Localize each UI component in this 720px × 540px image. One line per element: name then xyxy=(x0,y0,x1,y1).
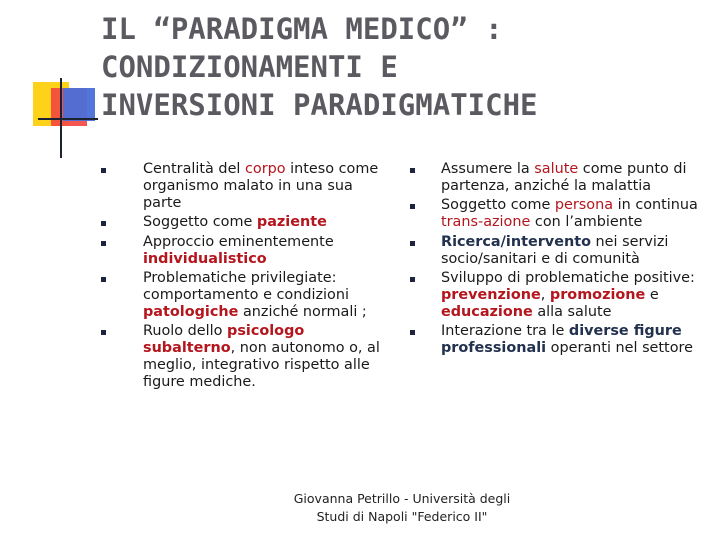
footer-credit xyxy=(272,490,532,526)
bullet-icon xyxy=(410,241,415,246)
title-line-2: CONDIZIONAMENTI E xyxy=(101,50,398,84)
left-bullet-4: Problematiche privilegiate: comportamento e condizioni patologiche anziché normali ; xyxy=(101,270,391,321)
right-bullet-5: Interazione tra le diverse figure professionali operanti nel settore xyxy=(403,323,708,357)
left-bullet-2: Soggetto come paziente xyxy=(101,214,391,231)
left-bullet-3: Approccio eminentemente individualistico xyxy=(101,234,391,268)
footer-line-1: Giovanna Petrillo - Università degli xyxy=(293,491,511,506)
bullet-icon xyxy=(410,204,415,209)
highlight: diverse figure professionali xyxy=(441,323,682,356)
bullet-icon xyxy=(101,330,106,335)
bullet-icon xyxy=(410,277,415,282)
bullet-icon xyxy=(101,168,106,173)
highlight: corpo xyxy=(245,161,286,177)
highlight: individualistico xyxy=(143,251,267,267)
bullet-icon xyxy=(101,241,106,246)
left-bullet-1: Centralità del corpo inteso come organismo malato in una sua parte xyxy=(101,161,391,212)
highlight: patologiche xyxy=(143,304,239,320)
decor-horizontal-line xyxy=(38,118,98,120)
decor-blue-square xyxy=(63,88,95,121)
right-bullet-1: Assumere la salute come punto di partenza, anziché la malattia xyxy=(403,161,708,195)
right-bullet-4: Sviluppo di problematiche positive: prevenzione, promozione e educazione alla salute xyxy=(403,270,708,321)
footer-line-2: Studi di Napoli "Federico II" xyxy=(316,509,488,524)
left-bullet-5: Ruolo dello psicologo subalterno, non autonomo o, al meglio, integrativo rispetto alle figure mediche. xyxy=(101,323,391,391)
bullet-icon xyxy=(410,330,415,335)
bullet-icon xyxy=(101,221,106,226)
right-bullet-3: Ricerca/intervento nei servizi socio/sanitari e di comunità xyxy=(403,234,708,268)
title-line-1: IL “PARADIGMA MEDICO” : xyxy=(101,12,503,46)
highlight: Ricerca/intervento xyxy=(441,234,591,250)
highlight: educazione xyxy=(441,304,533,320)
highlight: salute xyxy=(534,161,579,177)
highlight: paziente xyxy=(256,214,327,230)
highlight: promozione xyxy=(549,287,646,303)
highlight: psicologo subalterno xyxy=(143,323,305,356)
slide-title xyxy=(101,10,701,124)
highlight: trans-azione xyxy=(441,214,531,230)
highlight: persona xyxy=(554,197,614,213)
bullet-icon xyxy=(101,277,106,282)
title-line-3: INVERSIONI PARADIGMATICHE xyxy=(101,88,538,122)
bullet-icon xyxy=(410,168,415,173)
right-column xyxy=(403,161,708,357)
left-column xyxy=(101,161,391,391)
right-bullet-2: Soggetto come persona in continua trans-azione con l’ambiente xyxy=(403,197,708,231)
highlight: prevenzione xyxy=(441,287,541,303)
